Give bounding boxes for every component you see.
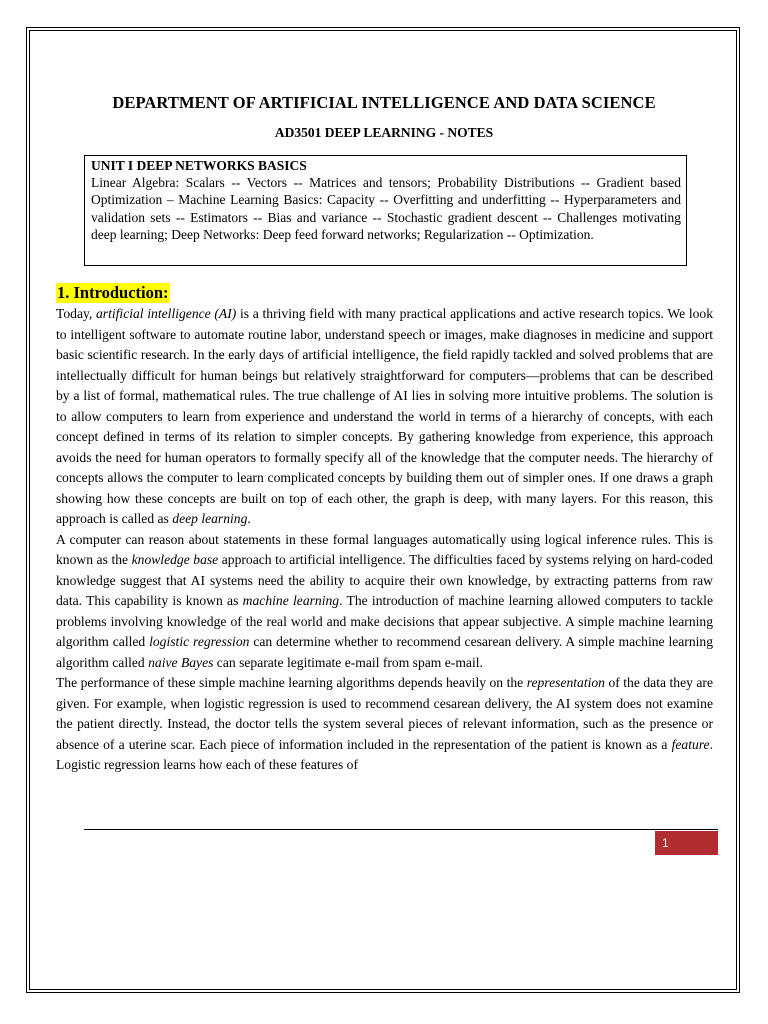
- course-notes-title: AD3501 DEEP LEARNING - NOTES: [274, 125, 494, 140]
- body-text: [56, 304, 713, 776]
- paragraph: A computer can reason about statements in these formal languages automatically using logical inference rules. This is known as the knowledge base approach to artificial intelligence. The difficulties faced by systems relying on hard-coded knowledge suggest that AI systems need the ability to acquire their own knowledge, by extracting patterns from raw data. This capability is known as machine learning. The introduction of machine learning allowed computers to tackle problems involving knowledge of the real world and make decisions that appear subjective. A simple machine learning algorithm called logistic regression can determine whether to recommend cesarean delivery. A simple machine learning algorithm called naive Bayes can separate legitimate e-mail from spam e-mail.: [56, 531, 713, 670]
- italic-term: feature: [671, 736, 710, 752]
- italic-term: artificial intelligence (AI): [96, 306, 237, 321]
- paragraph: Today, artificial intelligence (AI) is a thriving field with many practical applications and active research topics. We look to intelligent software to automate routine labor, understand speech or images, make diagnoses in medicine and support basic scientific research. In the early days of artificial intelligence, the field rapidly tackled and solved problems that are intellectually difficult for human beings but relatively straightforward for computers—problems that can be described by a list of formal, mathematical rules. The true challenge of AI lies in solving more intuitive problems. The solution is to allow computers to learn from experience and understand the world in terms of a hierarchy of concepts, with each concept defined in terms of its relation to simpler concepts. By gathering knowledge from experience, this approach avoids the need for human operators to formally specify all of the knowledge that the computer needs. The hierarchy of concepts allows the computer to learn complicated concepts by building them out of simpler ones. If one draws a graph showing how these concepts are built on top of each other, the graph is deep, with many layers. For this reason, this approach is called as deep learning.: [56, 306, 713, 526]
- department-title: DEPARTMENT OF ARTIFICIAL INTELLIGENCE AND DATA SCIENCE: [112, 93, 656, 112]
- italic-term: machine learning: [242, 593, 340, 608]
- unit-topics: Linear Algebra: Scalars -- Vectors -- Matrices and tensors; Probability Distributions -- Gradient based Optimization – Machine Learning Basics: Capacity -- Overfitting and underfitting -- Hyperparameters and validation sets -- Estimators -- Bias and variance -- Stochastic gradient descent -- Challenges motivating deep learning; Deep Networks: Deep feed forward networks; Regularization -- Optimization.: [91, 175, 681, 242]
- italic-term: deep learning: [172, 511, 248, 526]
- italic-term: representation: [526, 675, 605, 690]
- syllabus-box: [84, 155, 687, 266]
- unit-title: UNIT I DEEP NETWORKS BASICS: [91, 158, 307, 173]
- italic-term: naive Bayes: [148, 654, 214, 670]
- page-number-badge: 1: [655, 831, 718, 855]
- italic-term: knowledge base: [131, 552, 219, 567]
- paragraph: The performance of these simple machine learning algorithms depends heavily on the representation of the data they are given. For example, when logistic regression is used to recommend cesarean delivery, the AI system does not examine the patient directly. Instead, the doctor tells the system several pieces of relevant information, such as the presence or absence of a uterine scar. Each piece of information included in the representation of the patient is known as a feature. Logistic regression learns how each of these features of: [56, 675, 713, 772]
- section-heading: 1. Introduction:: [57, 283, 169, 302]
- italic-term: logistic regression: [149, 634, 250, 649]
- footer-rule: [84, 829, 718, 830]
